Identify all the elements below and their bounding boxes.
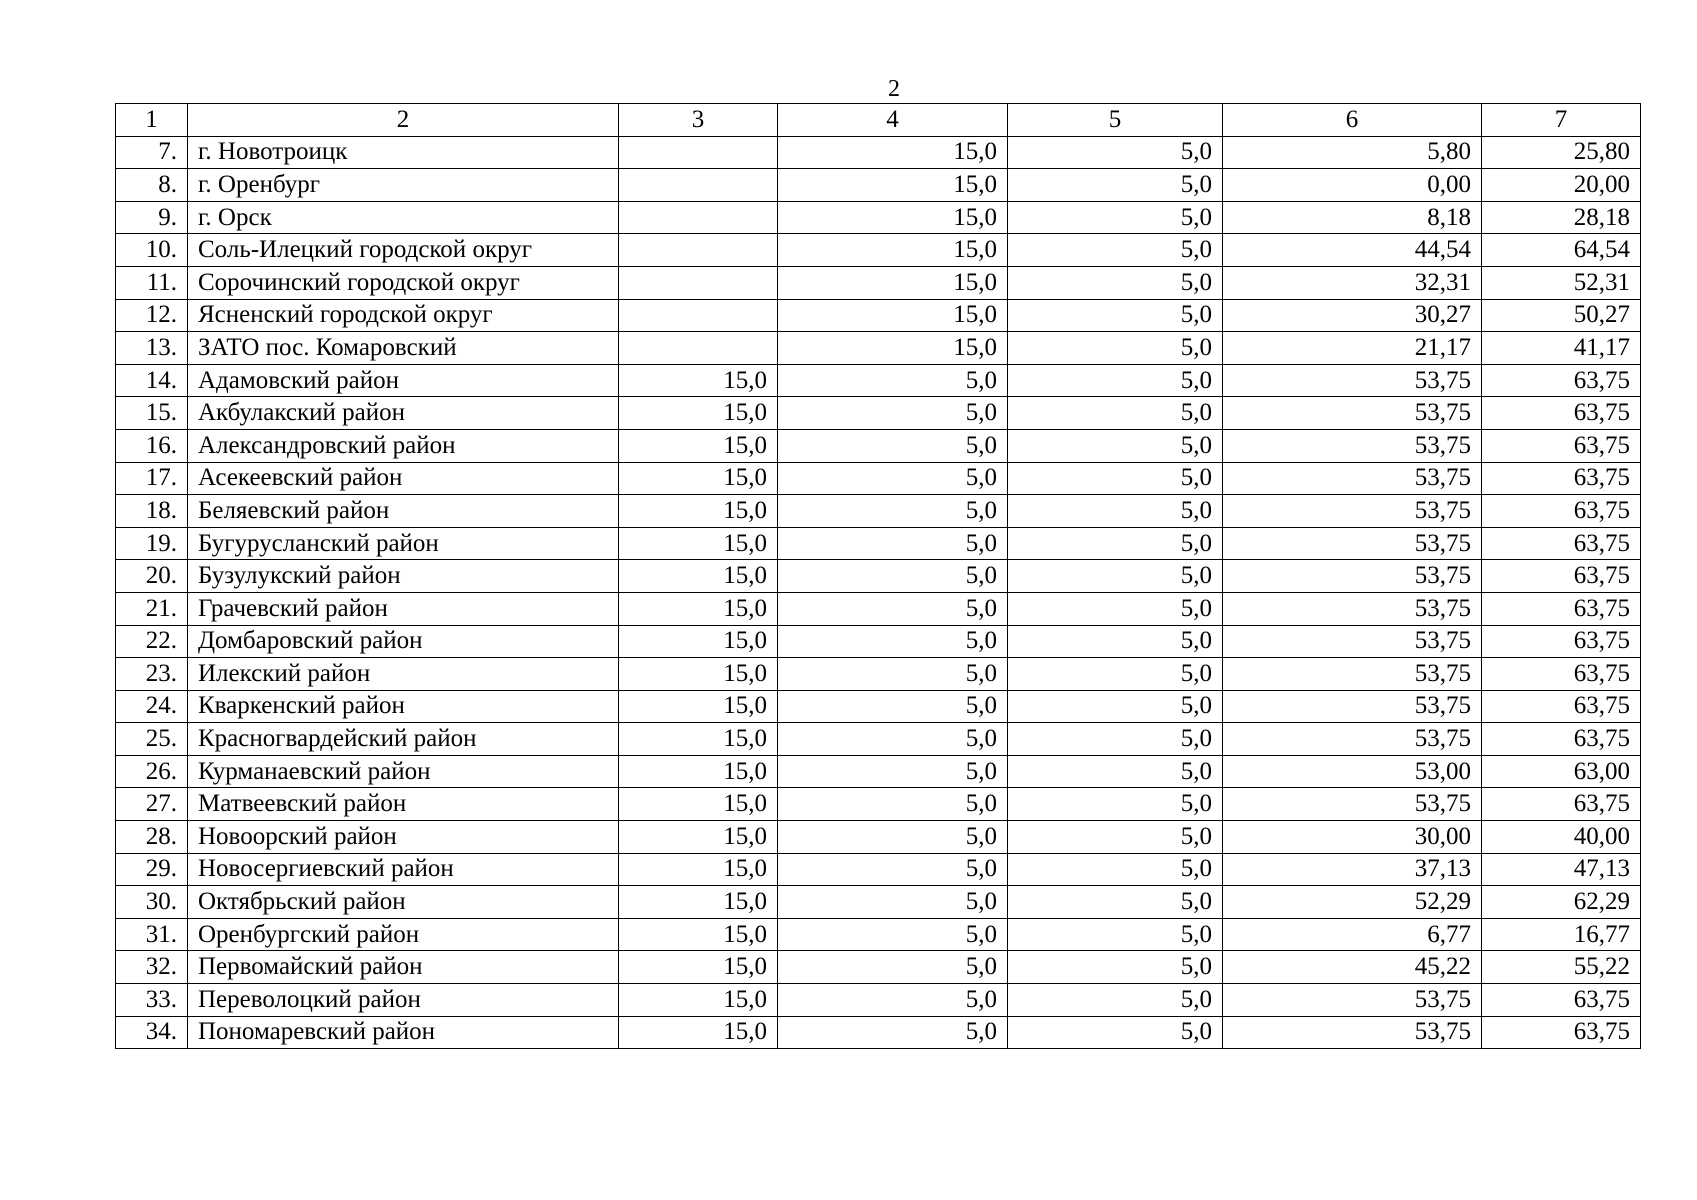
col6-value-cell: 53,00 (1223, 755, 1482, 788)
district-name-cell: Оренбургский район (188, 918, 619, 951)
col6-value-cell: 53,75 (1223, 527, 1482, 560)
col4-value-cell: 15,0 (778, 136, 1008, 169)
col6-value-cell: 53,75 (1223, 364, 1482, 397)
district-name-cell: Домбаровский район (188, 625, 619, 658)
table-row (116, 234, 1641, 267)
col3-value-cell (619, 136, 778, 169)
table-row (116, 788, 1641, 821)
col7-value-cell: 63,75 (1482, 527, 1641, 560)
col4-value-cell: 5,0 (778, 462, 1008, 495)
row-number-cell: 20. (116, 560, 188, 593)
col7-value-cell: 52,31 (1482, 266, 1641, 299)
table-row (116, 951, 1641, 984)
district-name-cell: Красногвардейский район (188, 723, 619, 756)
col6-value-cell: 53,75 (1223, 1016, 1482, 1049)
row-number-cell: 8. (116, 169, 188, 202)
district-name-cell: г. Новотроицк (188, 136, 619, 169)
table-row (116, 560, 1641, 593)
col6-value-cell: 30,27 (1223, 299, 1482, 332)
col6-value-cell: 52,29 (1223, 886, 1482, 919)
col6-value-cell: 44,54 (1223, 234, 1482, 267)
district-name-cell: Грачевский район (188, 592, 619, 625)
table-row (116, 886, 1641, 919)
col5-value-cell: 5,0 (1008, 755, 1223, 788)
row-number-cell: 25. (116, 723, 188, 756)
col4-value-cell: 5,0 (778, 625, 1008, 658)
district-name-cell: г. Орск (188, 201, 619, 234)
district-name-cell: Кваркенский район (188, 690, 619, 723)
col6-value-cell: 53,75 (1223, 462, 1482, 495)
table-body (116, 104, 1641, 1049)
district-name-cell: Переволоцкий район (188, 984, 619, 1017)
col6-value-cell: 53,75 (1223, 429, 1482, 462)
col4-value-cell: 15,0 (778, 266, 1008, 299)
col3-value-cell: 15,0 (619, 429, 778, 462)
col6-value-cell: 53,75 (1223, 625, 1482, 658)
col4-value-cell: 5,0 (778, 723, 1008, 756)
col7-value-cell: 63,75 (1482, 658, 1641, 691)
col5-value-cell: 5,0 (1008, 462, 1223, 495)
col4-value-cell: 15,0 (778, 201, 1008, 234)
table-row (116, 495, 1641, 528)
col3-value-cell: 15,0 (619, 853, 778, 886)
col4-value-cell: 15,0 (778, 332, 1008, 365)
header-cell: 2 (188, 104, 619, 137)
row-number-cell: 34. (116, 1016, 188, 1049)
row-number-cell: 21. (116, 592, 188, 625)
table-row (116, 462, 1641, 495)
col3-value-cell: 15,0 (619, 918, 778, 951)
col6-value-cell: 53,75 (1223, 690, 1482, 723)
col4-value-cell: 5,0 (778, 821, 1008, 854)
col7-value-cell: 63,75 (1482, 788, 1641, 821)
row-number-cell: 13. (116, 332, 188, 365)
col4-value-cell: 5,0 (778, 951, 1008, 984)
table-row (116, 397, 1641, 430)
row-number-cell: 10. (116, 234, 188, 267)
col4-value-cell: 5,0 (778, 495, 1008, 528)
col7-value-cell: 63,75 (1482, 495, 1641, 528)
col3-value-cell (619, 299, 778, 332)
col5-value-cell: 5,0 (1008, 951, 1223, 984)
col3-value-cell (619, 169, 778, 202)
col6-value-cell: 6,77 (1223, 918, 1482, 951)
row-number-cell: 18. (116, 495, 188, 528)
district-name-cell: Соль-Илецкий городской округ (188, 234, 619, 267)
col3-value-cell: 15,0 (619, 951, 778, 984)
col6-value-cell: 8,18 (1223, 201, 1482, 234)
row-number-cell: 9. (116, 201, 188, 234)
page-number: 2 (888, 76, 900, 102)
table-row (116, 723, 1641, 756)
col5-value-cell: 5,0 (1008, 495, 1223, 528)
col3-value-cell: 15,0 (619, 690, 778, 723)
col5-value-cell: 5,0 (1008, 169, 1223, 202)
col3-value-cell (619, 234, 778, 267)
col7-value-cell: 63,75 (1482, 984, 1641, 1017)
district-name-cell: Акбулакский район (188, 397, 619, 430)
header-cell: 7 (1482, 104, 1641, 137)
row-number-cell: 11. (116, 266, 188, 299)
col5-value-cell: 5,0 (1008, 560, 1223, 593)
header-cell: 1 (116, 104, 188, 137)
col7-value-cell: 28,18 (1482, 201, 1641, 234)
col6-value-cell: 37,13 (1223, 853, 1482, 886)
col6-value-cell: 53,75 (1223, 397, 1482, 430)
table-row (116, 918, 1641, 951)
row-number-cell: 17. (116, 462, 188, 495)
district-name-cell: Александровский район (188, 429, 619, 462)
col3-value-cell (619, 332, 778, 365)
header-cell: 6 (1223, 104, 1482, 137)
col6-value-cell: 53,75 (1223, 592, 1482, 625)
table-row (116, 755, 1641, 788)
col5-value-cell: 5,0 (1008, 853, 1223, 886)
district-name-cell: Октябрьский район (188, 886, 619, 919)
col6-value-cell: 32,31 (1223, 266, 1482, 299)
col5-value-cell: 5,0 (1008, 886, 1223, 919)
row-number-cell: 22. (116, 625, 188, 658)
col5-value-cell: 5,0 (1008, 201, 1223, 234)
row-number-cell: 23. (116, 658, 188, 691)
district-name-cell: Асекеевский район (188, 462, 619, 495)
table-row (116, 984, 1641, 1017)
district-name-cell: Новоорский район (188, 821, 619, 854)
col3-value-cell: 15,0 (619, 723, 778, 756)
col5-value-cell: 5,0 (1008, 364, 1223, 397)
table-row (116, 429, 1641, 462)
district-name-cell: Ясненский городской округ (188, 299, 619, 332)
col5-value-cell: 5,0 (1008, 429, 1223, 462)
col6-value-cell: 45,22 (1223, 951, 1482, 984)
district-name-cell: Илекский район (188, 658, 619, 691)
col4-value-cell: 5,0 (778, 560, 1008, 593)
header-cell: 4 (778, 104, 1008, 137)
col7-value-cell: 63,75 (1482, 592, 1641, 625)
col7-value-cell: 20,00 (1482, 169, 1641, 202)
col4-value-cell: 5,0 (778, 527, 1008, 560)
col4-value-cell: 15,0 (778, 299, 1008, 332)
col7-value-cell: 63,75 (1482, 625, 1641, 658)
col4-value-cell: 15,0 (778, 234, 1008, 267)
table-row (116, 332, 1641, 365)
district-name-cell: Бугурусланский район (188, 527, 619, 560)
row-number-cell: 27. (116, 788, 188, 821)
col3-value-cell: 15,0 (619, 984, 778, 1017)
col7-value-cell: 16,77 (1482, 918, 1641, 951)
col7-value-cell: 63,75 (1482, 690, 1641, 723)
col3-value-cell: 15,0 (619, 886, 778, 919)
district-name-cell: Сорочинский городской округ (188, 266, 619, 299)
table-row (116, 364, 1641, 397)
col4-value-cell: 5,0 (778, 853, 1008, 886)
col4-value-cell: 5,0 (778, 364, 1008, 397)
col5-value-cell: 5,0 (1008, 527, 1223, 560)
district-name-cell: ЗАТО пос. Комаровский (188, 332, 619, 365)
table-row (116, 527, 1641, 560)
col3-value-cell: 15,0 (619, 788, 778, 821)
col7-value-cell: 62,29 (1482, 886, 1641, 919)
row-number-cell: 31. (116, 918, 188, 951)
table-row (116, 136, 1641, 169)
col5-value-cell: 5,0 (1008, 234, 1223, 267)
col7-value-cell: 63,75 (1482, 462, 1641, 495)
table-row (116, 169, 1641, 202)
col3-value-cell: 15,0 (619, 658, 778, 691)
col4-value-cell: 5,0 (778, 1016, 1008, 1049)
row-number-cell: 15. (116, 397, 188, 430)
col4-value-cell: 5,0 (778, 690, 1008, 723)
col4-value-cell: 5,0 (778, 886, 1008, 919)
col7-value-cell: 40,00 (1482, 821, 1641, 854)
data-table (115, 103, 1641, 1049)
district-name-cell: Адамовский район (188, 364, 619, 397)
col3-value-cell: 15,0 (619, 527, 778, 560)
col5-value-cell: 5,0 (1008, 690, 1223, 723)
col5-value-cell: 5,0 (1008, 625, 1223, 658)
row-number-cell: 14. (116, 364, 188, 397)
row-number-cell: 19. (116, 527, 188, 560)
col5-value-cell: 5,0 (1008, 592, 1223, 625)
col5-value-cell: 5,0 (1008, 299, 1223, 332)
col4-value-cell: 5,0 (778, 788, 1008, 821)
col7-value-cell: 63,75 (1482, 397, 1641, 430)
district-name-cell: Первомайский район (188, 951, 619, 984)
col6-value-cell: 53,75 (1223, 560, 1482, 593)
row-number-cell: 16. (116, 429, 188, 462)
col4-value-cell: 5,0 (778, 397, 1008, 430)
table-row (116, 266, 1641, 299)
table-row (116, 658, 1641, 691)
col5-value-cell: 5,0 (1008, 266, 1223, 299)
table-row (116, 625, 1641, 658)
col3-value-cell: 15,0 (619, 755, 778, 788)
row-number-cell: 12. (116, 299, 188, 332)
col7-value-cell: 47,13 (1482, 853, 1641, 886)
district-name-cell: г. Оренбург (188, 169, 619, 202)
col5-value-cell: 5,0 (1008, 658, 1223, 691)
col6-value-cell: 53,75 (1223, 495, 1482, 528)
col4-value-cell: 5,0 (778, 984, 1008, 1017)
district-name-cell: Курманаевский район (188, 755, 619, 788)
col6-value-cell: 53,75 (1223, 723, 1482, 756)
row-number-cell: 29. (116, 853, 188, 886)
col5-value-cell: 5,0 (1008, 821, 1223, 854)
col5-value-cell: 5,0 (1008, 397, 1223, 430)
col7-value-cell: 63,75 (1482, 723, 1641, 756)
col6-value-cell: 30,00 (1223, 821, 1482, 854)
col5-value-cell: 5,0 (1008, 723, 1223, 756)
col5-value-cell: 5,0 (1008, 1016, 1223, 1049)
col7-value-cell: 50,27 (1482, 299, 1641, 332)
row-number-cell: 32. (116, 951, 188, 984)
header-cell: 3 (619, 104, 778, 137)
row-number-cell: 24. (116, 690, 188, 723)
row-number-cell: 33. (116, 984, 188, 1017)
col3-value-cell (619, 201, 778, 234)
col4-value-cell: 15,0 (778, 169, 1008, 202)
col5-value-cell: 5,0 (1008, 332, 1223, 365)
col7-value-cell: 55,22 (1482, 951, 1641, 984)
district-name-cell: Пономаревский район (188, 1016, 619, 1049)
col4-value-cell: 5,0 (778, 918, 1008, 951)
col4-value-cell: 5,0 (778, 755, 1008, 788)
col3-value-cell: 15,0 (619, 592, 778, 625)
col3-value-cell: 15,0 (619, 495, 778, 528)
table-row (116, 690, 1641, 723)
col3-value-cell: 15,0 (619, 397, 778, 430)
col6-value-cell: 53,75 (1223, 984, 1482, 1017)
col4-value-cell: 5,0 (778, 658, 1008, 691)
district-name-cell: Матвеевский район (188, 788, 619, 821)
district-name-cell: Беляевский район (188, 495, 619, 528)
col7-value-cell: 64,54 (1482, 234, 1641, 267)
col3-value-cell (619, 266, 778, 299)
header-cell: 5 (1008, 104, 1223, 137)
row-number-cell: 7. (116, 136, 188, 169)
col3-value-cell: 15,0 (619, 821, 778, 854)
col6-value-cell: 5,80 (1223, 136, 1482, 169)
col5-value-cell: 5,0 (1008, 918, 1223, 951)
col3-value-cell: 15,0 (619, 560, 778, 593)
table-row (116, 821, 1641, 854)
table-row (116, 592, 1641, 625)
table-row (116, 201, 1641, 234)
row-number-cell: 30. (116, 886, 188, 919)
col7-value-cell: 63,75 (1482, 560, 1641, 593)
table-row (116, 299, 1641, 332)
table-row (116, 853, 1641, 886)
row-number-cell: 28. (116, 821, 188, 854)
col6-value-cell: 0,00 (1223, 169, 1482, 202)
col5-value-cell: 5,0 (1008, 984, 1223, 1017)
table-row (116, 1016, 1641, 1049)
col6-value-cell: 53,75 (1223, 788, 1482, 821)
col7-value-cell: 25,80 (1482, 136, 1641, 169)
col3-value-cell: 15,0 (619, 625, 778, 658)
col5-value-cell: 5,0 (1008, 136, 1223, 169)
col7-value-cell: 63,75 (1482, 364, 1641, 397)
col3-value-cell: 15,0 (619, 1016, 778, 1049)
col3-value-cell: 15,0 (619, 364, 778, 397)
col6-value-cell: 53,75 (1223, 658, 1482, 691)
district-name-cell: Бузулукский район (188, 560, 619, 593)
col7-value-cell: 41,17 (1482, 332, 1641, 365)
col5-value-cell: 5,0 (1008, 788, 1223, 821)
col7-value-cell: 63,75 (1482, 429, 1641, 462)
col4-value-cell: 5,0 (778, 592, 1008, 625)
col3-value-cell: 15,0 (619, 462, 778, 495)
district-name-cell: Новосергиевский район (188, 853, 619, 886)
col7-value-cell: 63,75 (1482, 1016, 1641, 1049)
header-row (116, 104, 1641, 137)
col4-value-cell: 5,0 (778, 429, 1008, 462)
col7-value-cell: 63,00 (1482, 755, 1641, 788)
row-number-cell: 26. (116, 755, 188, 788)
col6-value-cell: 21,17 (1223, 332, 1482, 365)
